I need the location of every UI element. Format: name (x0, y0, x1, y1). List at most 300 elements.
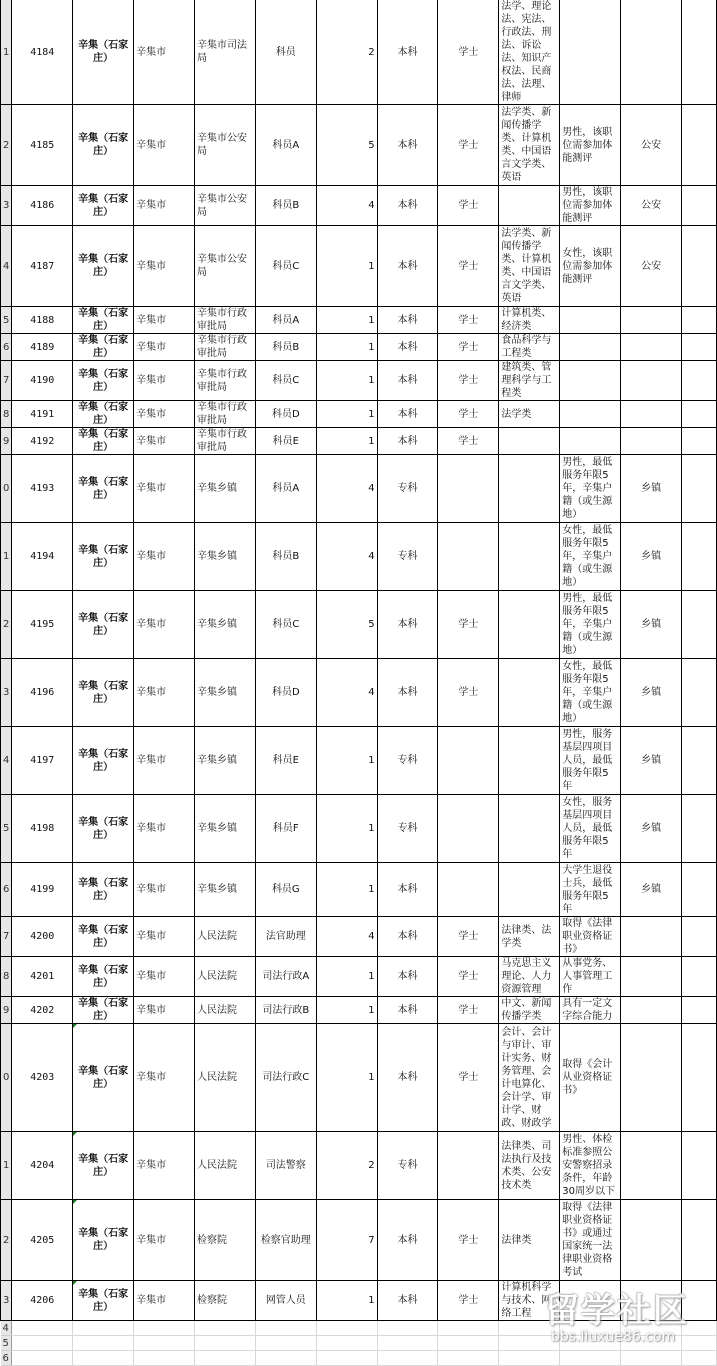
degree-cell[interactable]: 学士 (438, 917, 499, 957)
degree-cell[interactable]: 学士 (438, 428, 499, 455)
position-cell[interactable]: 科员B (255, 186, 316, 226)
code-cell[interactable]: 4187 (12, 226, 73, 307)
degree-cell[interactable]: 学士 (438, 957, 499, 997)
note-cell[interactable]: 取得《会计从业资格证书》 (560, 1024, 621, 1132)
degree-cell[interactable] (438, 795, 499, 863)
count-cell[interactable]: 1 (316, 226, 377, 307)
education-cell[interactable]: 本科 (377, 997, 438, 1024)
row-header[interactable]: 9 (1, 428, 12, 455)
note-cell[interactable] (560, 0, 621, 105)
count-cell[interactable]: 4 (316, 917, 377, 957)
code-cell[interactable]: 4193 (12, 455, 73, 523)
major-cell[interactable] (499, 428, 560, 455)
category-cell[interactable] (621, 1024, 682, 1132)
empty-cell[interactable] (134, 1336, 195, 1351)
empty-cell[interactable] (682, 186, 717, 226)
row-header[interactable]: 6 (1, 863, 12, 917)
empty-cell[interactable] (682, 1200, 717, 1281)
region-cell[interactable]: 辛集（石家庄） (73, 957, 134, 997)
count-cell[interactable]: 1 (316, 795, 377, 863)
city-cell[interactable]: 辛集市 (134, 1281, 195, 1321)
region-cell[interactable]: 辛集（石家庄） (73, 1024, 134, 1132)
code-cell[interactable]: 4203 (12, 1024, 73, 1132)
position-cell[interactable]: 司法行政C (255, 1024, 316, 1132)
empty-cell[interactable] (682, 0, 717, 105)
category-cell[interactable]: 乡镇 (621, 863, 682, 917)
education-cell[interactable]: 本科 (377, 1024, 438, 1132)
major-cell[interactable]: 中文、新闻传播学类 (499, 997, 560, 1024)
education-cell[interactable]: 本科 (377, 307, 438, 334)
city-cell[interactable]: 辛集市 (134, 105, 195, 186)
position-cell[interactable]: 科员 (255, 0, 316, 105)
position-cell[interactable]: 科员E (255, 428, 316, 455)
empty-cell[interactable] (438, 1336, 499, 1351)
empty-cell[interactable] (682, 401, 717, 428)
education-cell[interactable]: 本科 (377, 659, 438, 727)
education-cell[interactable]: 本科 (377, 1200, 438, 1281)
major-cell[interactable]: 法律类 (499, 1200, 560, 1281)
empty-cell[interactable] (560, 1351, 621, 1366)
category-cell[interactable]: 乡镇 (621, 591, 682, 659)
position-cell[interactable]: 检察官助理 (255, 1200, 316, 1281)
empty-cell[interactable] (682, 226, 717, 307)
position-cell[interactable]: 科员C (255, 361, 316, 401)
education-cell[interactable]: 专科 (377, 523, 438, 591)
city-cell[interactable]: 辛集市 (134, 997, 195, 1024)
education-cell[interactable]: 专科 (377, 727, 438, 795)
empty-cell[interactable] (682, 957, 717, 997)
note-cell[interactable]: 女性，该职位需参加体能测评 (560, 226, 621, 307)
dept-cell[interactable]: 辛集市公安局 (195, 105, 256, 186)
degree-cell[interactable]: 学士 (438, 307, 499, 334)
city-cell[interactable]: 辛集市 (134, 226, 195, 307)
position-cell[interactable]: 司法行政B (255, 997, 316, 1024)
degree-cell[interactable]: 学士 (438, 1281, 499, 1321)
empty-cell[interactable] (560, 1321, 621, 1336)
education-cell[interactable]: 专科 (377, 455, 438, 523)
note-cell[interactable] (560, 428, 621, 455)
code-cell[interactable]: 4189 (12, 334, 73, 361)
note-cell[interactable]: 男性，最低服务年限5年，辛集户籍（或生源地） (560, 455, 621, 523)
count-cell[interactable]: 1 (316, 1024, 377, 1132)
empty-cell[interactable] (134, 1321, 195, 1336)
category-cell[interactable]: 公安 (621, 226, 682, 307)
note-cell[interactable]: 取得《法律职业资格证书》 (560, 917, 621, 957)
empty-cell[interactable] (438, 1321, 499, 1336)
code-cell[interactable]: 4197 (12, 727, 73, 795)
position-cell[interactable]: 科员D (255, 659, 316, 727)
empty-cell[interactable] (682, 1132, 717, 1200)
education-cell[interactable]: 本科 (377, 186, 438, 226)
city-cell[interactable]: 辛集市 (134, 917, 195, 957)
empty-cell[interactable] (621, 1321, 682, 1336)
region-cell[interactable]: 辛集（石家庄） (73, 1132, 134, 1200)
code-cell[interactable]: 4202 (12, 997, 73, 1024)
degree-cell[interactable]: 学士 (438, 1024, 499, 1132)
empty-cell[interactable] (682, 1351, 717, 1366)
degree-cell[interactable]: 学士 (438, 401, 499, 428)
major-cell[interactable]: 计算机科学与技术、网络工程 (499, 1281, 560, 1321)
position-cell[interactable]: 科员B (255, 334, 316, 361)
empty-cell[interactable] (682, 863, 717, 917)
category-cell[interactable]: 乡镇 (621, 795, 682, 863)
degree-cell[interactable] (438, 455, 499, 523)
dept-cell[interactable]: 辛集乡镇 (195, 591, 256, 659)
count-cell[interactable]: 1 (316, 361, 377, 401)
position-cell[interactable]: 司法警察 (255, 1132, 316, 1200)
major-cell[interactable]: 法律类、法学类 (499, 917, 560, 957)
empty-cell[interactable] (316, 1336, 377, 1351)
code-cell[interactable]: 4190 (12, 361, 73, 401)
region-cell[interactable]: 辛集（石家庄） (73, 428, 134, 455)
degree-cell[interactable] (438, 727, 499, 795)
degree-cell[interactable]: 学士 (438, 659, 499, 727)
row-header[interactable]: 7 (1, 361, 12, 401)
row-header[interactable]: 3 (1, 659, 12, 727)
position-cell[interactable]: 科员A (255, 455, 316, 523)
count-cell[interactable]: 5 (316, 105, 377, 186)
row-header[interactable]: 5 (1, 1336, 12, 1351)
count-cell[interactable]: 2 (316, 1132, 377, 1200)
major-cell[interactable] (499, 186, 560, 226)
category-cell[interactable] (621, 0, 682, 105)
empty-cell[interactable] (682, 591, 717, 659)
count-cell[interactable]: 1 (316, 997, 377, 1024)
row-header[interactable]: 4 (1, 1321, 12, 1336)
note-cell[interactable]: 从事党务、人事管理工作 (560, 957, 621, 997)
row-header[interactable]: 0 (1, 455, 12, 523)
region-cell[interactable]: 辛集（石家庄） (73, 0, 134, 105)
dept-cell[interactable]: 辛集乡镇 (195, 795, 256, 863)
row-header[interactable]: 6 (1, 1351, 12, 1366)
dept-cell[interactable]: 人民法院 (195, 1024, 256, 1132)
count-cell[interactable]: 1 (316, 428, 377, 455)
code-cell[interactable]: 4186 (12, 186, 73, 226)
empty-cell[interactable] (134, 1351, 195, 1366)
note-cell[interactable]: 女性，服务基层四项目人员，最低服务年限5年 (560, 795, 621, 863)
code-cell[interactable]: 4188 (12, 307, 73, 334)
city-cell[interactable]: 辛集市 (134, 1200, 195, 1281)
empty-cell[interactable] (682, 997, 717, 1024)
empty-cell[interactable] (195, 1336, 256, 1351)
city-cell[interactable]: 辛集市 (134, 523, 195, 591)
region-cell[interactable]: 辛集（石家庄） (73, 105, 134, 186)
city-cell[interactable]: 辛集市 (134, 428, 195, 455)
position-cell[interactable]: 科员A (255, 105, 316, 186)
dept-cell[interactable]: 辛集乡镇 (195, 727, 256, 795)
education-cell[interactable]: 专科 (377, 1132, 438, 1200)
code-cell[interactable]: 4201 (12, 957, 73, 997)
empty-cell[interactable] (377, 1351, 438, 1366)
empty-cell[interactable] (621, 1351, 682, 1366)
row-header[interactable]: 3 (1, 1281, 12, 1321)
empty-cell[interactable] (255, 1336, 316, 1351)
degree-cell[interactable]: 学士 (438, 997, 499, 1024)
major-cell[interactable]: 法学类、新闻传播学类、计算机类、中国语言文学类、英语 (499, 226, 560, 307)
position-cell[interactable]: 科员B (255, 523, 316, 591)
note-cell[interactable]: 男性、体检标准参照公安警察招录条件，年龄30周岁以下 (560, 1132, 621, 1200)
dept-cell[interactable]: 辛集市行政审批局 (195, 334, 256, 361)
degree-cell[interactable] (438, 523, 499, 591)
row-header[interactable]: 1 (1, 0, 12, 105)
row-header[interactable]: 6 (1, 334, 12, 361)
row-header[interactable]: 1 (1, 523, 12, 591)
category-cell[interactable]: 乡镇 (621, 659, 682, 727)
education-cell[interactable]: 专科 (377, 795, 438, 863)
empty-cell[interactable] (621, 1336, 682, 1351)
count-cell[interactable]: 1 (316, 957, 377, 997)
note-cell[interactable]: 男性，服务基层四项目人员，最低服务年限5年 (560, 727, 621, 795)
dept-cell[interactable]: 检察院 (195, 1281, 256, 1321)
degree-cell[interactable]: 学士 (438, 334, 499, 361)
city-cell[interactable]: 辛集市 (134, 401, 195, 428)
dept-cell[interactable]: 辛集乡镇 (195, 863, 256, 917)
empty-cell[interactable] (682, 105, 717, 186)
empty-cell[interactable] (682, 361, 717, 401)
empty-cell[interactable] (255, 1321, 316, 1336)
note-cell[interactable]: 具有一定文字综合能力 (560, 997, 621, 1024)
row-header[interactable]: 8 (1, 401, 12, 428)
degree-cell[interactable]: 学士 (438, 1200, 499, 1281)
degree-cell[interactable]: 学士 (438, 186, 499, 226)
row-header[interactable]: 3 (1, 186, 12, 226)
region-cell[interactable]: 辛集（石家庄） (73, 795, 134, 863)
dept-cell[interactable]: 辛集乡镇 (195, 659, 256, 727)
note-cell[interactable]: 男性，该职位需参加体能测评 (560, 186, 621, 226)
empty-cell[interactable] (682, 795, 717, 863)
education-cell[interactable]: 本科 (377, 334, 438, 361)
code-cell[interactable]: 4205 (12, 1200, 73, 1281)
empty-cell[interactable] (499, 1321, 560, 1336)
position-cell[interactable]: 网管人员 (255, 1281, 316, 1321)
position-cell[interactable]: 科员E (255, 727, 316, 795)
category-cell[interactable] (621, 1132, 682, 1200)
empty-cell[interactable] (682, 1281, 717, 1321)
degree-cell[interactable]: 学士 (438, 361, 499, 401)
empty-cell[interactable] (682, 1024, 717, 1132)
major-cell[interactable]: 法学类、新闻传播学类、计算机类、中国语言文学类、英语 (499, 105, 560, 186)
category-cell[interactable]: 乡镇 (621, 455, 682, 523)
position-cell[interactable]: 科员C (255, 591, 316, 659)
count-cell[interactable]: 4 (316, 455, 377, 523)
code-cell[interactable]: 4198 (12, 795, 73, 863)
education-cell[interactable]: 本科 (377, 105, 438, 186)
city-cell[interactable]: 辛集市 (134, 361, 195, 401)
major-cell[interactable]: 法学类 (499, 401, 560, 428)
row-header[interactable]: 2 (1, 591, 12, 659)
note-cell[interactable] (560, 334, 621, 361)
code-cell[interactable]: 4196 (12, 659, 73, 727)
region-cell[interactable]: 辛集（石家庄） (73, 523, 134, 591)
empty-cell[interactable] (255, 1351, 316, 1366)
count-cell[interactable]: 7 (316, 1200, 377, 1281)
empty-cell[interactable] (682, 523, 717, 591)
code-cell[interactable]: 4200 (12, 917, 73, 957)
degree-cell[interactable] (438, 863, 499, 917)
empty-cell[interactable] (438, 1351, 499, 1366)
empty-cell[interactable] (682, 659, 717, 727)
dept-cell[interactable]: 辛集市公安局 (195, 226, 256, 307)
city-cell[interactable]: 辛集市 (134, 795, 195, 863)
city-cell[interactable]: 辛集市 (134, 591, 195, 659)
code-cell[interactable]: 4194 (12, 523, 73, 591)
region-cell[interactable]: 辛集（石家庄） (73, 401, 134, 428)
city-cell[interactable]: 辛集市 (134, 455, 195, 523)
dept-cell[interactable]: 辛集市行政审批局 (195, 401, 256, 428)
code-cell[interactable]: 4185 (12, 105, 73, 186)
region-cell[interactable]: 辛集（石家庄） (73, 727, 134, 795)
empty-cell[interactable] (195, 1351, 256, 1366)
position-cell[interactable]: 科员C (255, 226, 316, 307)
empty-cell[interactable] (377, 1336, 438, 1351)
major-cell[interactable] (499, 863, 560, 917)
education-cell[interactable]: 本科 (377, 0, 438, 105)
count-cell[interactable]: 2 (316, 0, 377, 105)
count-cell[interactable]: 4 (316, 186, 377, 226)
count-cell[interactable]: 1 (316, 334, 377, 361)
empty-cell[interactable] (499, 1351, 560, 1366)
empty-cell[interactable] (12, 1336, 73, 1351)
empty-cell[interactable] (682, 1321, 717, 1336)
count-cell[interactable]: 5 (316, 591, 377, 659)
city-cell[interactable]: 辛集市 (134, 1132, 195, 1200)
count-cell[interactable]: 1 (316, 1281, 377, 1321)
city-cell[interactable]: 辛集市 (134, 659, 195, 727)
city-cell[interactable]: 辛集市 (134, 334, 195, 361)
major-cell[interactable] (499, 455, 560, 523)
region-cell[interactable]: 辛集（石家庄） (73, 334, 134, 361)
region-cell[interactable]: 辛集（石家庄） (73, 917, 134, 957)
major-cell[interactable]: 计算机类、经济类 (499, 307, 560, 334)
row-header[interactable]: 5 (1, 307, 12, 334)
city-cell[interactable]: 辛集市 (134, 727, 195, 795)
major-cell[interactable] (499, 795, 560, 863)
region-cell[interactable]: 辛集（石家庄） (73, 1281, 134, 1321)
empty-cell[interactable] (12, 1351, 73, 1366)
note-cell[interactable]: 取得《法律职业资格证书》或通过国家统一法律职业资格考试 (560, 1200, 621, 1281)
empty-cell[interactable] (316, 1351, 377, 1366)
position-cell[interactable]: 司法行政A (255, 957, 316, 997)
note-cell[interactable] (560, 307, 621, 334)
row-header[interactable]: 9 (1, 997, 12, 1024)
category-cell[interactable]: 乡镇 (621, 727, 682, 795)
empty-cell[interactable] (195, 1321, 256, 1336)
major-cell[interactable] (499, 727, 560, 795)
dept-cell[interactable]: 辛集乡镇 (195, 455, 256, 523)
note-cell[interactable]: 男性，最低服务年限5年，辛集户籍（或生源地） (560, 591, 621, 659)
empty-cell[interactable] (682, 727, 717, 795)
note-cell[interactable]: 女性，最低服务年限5年，辛集户籍（或生源地） (560, 523, 621, 591)
city-cell[interactable]: 辛集市 (134, 307, 195, 334)
empty-cell[interactable] (682, 334, 717, 361)
city-cell[interactable]: 辛集市 (134, 1024, 195, 1132)
empty-cell[interactable] (73, 1321, 134, 1336)
category-cell[interactable]: 公安 (621, 186, 682, 226)
category-cell[interactable] (621, 361, 682, 401)
category-cell[interactable] (621, 917, 682, 957)
empty-cell[interactable] (377, 1321, 438, 1336)
row-header[interactable]: 5 (1, 795, 12, 863)
degree-cell[interactable] (438, 1132, 499, 1200)
region-cell[interactable]: 辛集（石家庄） (73, 591, 134, 659)
note-cell[interactable] (560, 361, 621, 401)
region-cell[interactable]: 辛集（石家庄） (73, 1200, 134, 1281)
major-cell[interactable] (499, 523, 560, 591)
empty-cell[interactable] (682, 428, 717, 455)
education-cell[interactable]: 本科 (377, 591, 438, 659)
count-cell[interactable]: 4 (316, 659, 377, 727)
code-cell[interactable]: 4204 (12, 1132, 73, 1200)
city-cell[interactable]: 辛集市 (134, 863, 195, 917)
dept-cell[interactable]: 辛集市行政审批局 (195, 307, 256, 334)
city-cell[interactable]: 辛集市 (134, 957, 195, 997)
count-cell[interactable]: 1 (316, 863, 377, 917)
row-header[interactable]: 8 (1, 957, 12, 997)
region-cell[interactable]: 辛集（石家庄） (73, 659, 134, 727)
category-cell[interactable] (621, 334, 682, 361)
position-cell[interactable]: 科员D (255, 401, 316, 428)
code-cell[interactable]: 4192 (12, 428, 73, 455)
category-cell[interactable]: 乡镇 (621, 523, 682, 591)
dept-cell[interactable]: 辛集市行政审批局 (195, 428, 256, 455)
empty-cell[interactable] (499, 1336, 560, 1351)
position-cell[interactable]: 科员G (255, 863, 316, 917)
dept-cell[interactable]: 辛集乡镇 (195, 523, 256, 591)
row-header[interactable]: 2 (1, 105, 12, 186)
dept-cell[interactable]: 检察院 (195, 1200, 256, 1281)
region-cell[interactable]: 辛集（石家庄） (73, 455, 134, 523)
dept-cell[interactable]: 人民法院 (195, 1132, 256, 1200)
count-cell[interactable]: 4 (316, 523, 377, 591)
count-cell[interactable]: 1 (316, 307, 377, 334)
region-cell[interactable]: 辛集（石家庄） (73, 863, 134, 917)
city-cell[interactable]: 辛集市 (134, 0, 195, 105)
category-cell[interactable] (621, 1200, 682, 1281)
degree-cell[interactable]: 学士 (438, 591, 499, 659)
empty-cell[interactable] (316, 1321, 377, 1336)
category-cell[interactable] (621, 401, 682, 428)
major-cell[interactable]: 食品科学与工程类 (499, 334, 560, 361)
education-cell[interactable]: 本科 (377, 1281, 438, 1321)
empty-cell[interactable] (682, 455, 717, 523)
code-cell[interactable]: 4206 (12, 1281, 73, 1321)
region-cell[interactable]: 辛集（石家庄） (73, 361, 134, 401)
major-cell[interactable] (499, 591, 560, 659)
count-cell[interactable]: 1 (316, 401, 377, 428)
dept-cell[interactable]: 人民法院 (195, 997, 256, 1024)
major-cell[interactable]: 会计、会计与审计、审计实务、财务管理、会计电算化、会计学、审计学、财政、财政学 (499, 1024, 560, 1132)
code-cell[interactable]: 4184 (12, 0, 73, 105)
count-cell[interactable]: 1 (316, 727, 377, 795)
region-cell[interactable]: 辛集（石家庄） (73, 997, 134, 1024)
major-cell[interactable]: 马克思主义理论、人力资源管理 (499, 957, 560, 997)
empty-cell[interactable] (73, 1351, 134, 1366)
major-cell[interactable]: 法学、理论法、宪法、行政法、刑法、诉讼法、知识产权法、民商法、法理、律师 (499, 0, 560, 105)
city-cell[interactable]: 辛集市 (134, 186, 195, 226)
category-cell[interactable]: 公安 (621, 105, 682, 186)
position-cell[interactable]: 法官助理 (255, 917, 316, 957)
education-cell[interactable]: 本科 (377, 401, 438, 428)
category-cell[interactable] (621, 997, 682, 1024)
empty-cell[interactable] (560, 1336, 621, 1351)
region-cell[interactable]: 辛集（石家庄） (73, 307, 134, 334)
dept-cell[interactable]: 辛集市行政审批局 (195, 361, 256, 401)
education-cell[interactable]: 本科 (377, 226, 438, 307)
major-cell[interactable] (499, 659, 560, 727)
degree-cell[interactable]: 学士 (438, 0, 499, 105)
category-cell[interactable] (621, 957, 682, 997)
code-cell[interactable]: 4195 (12, 591, 73, 659)
